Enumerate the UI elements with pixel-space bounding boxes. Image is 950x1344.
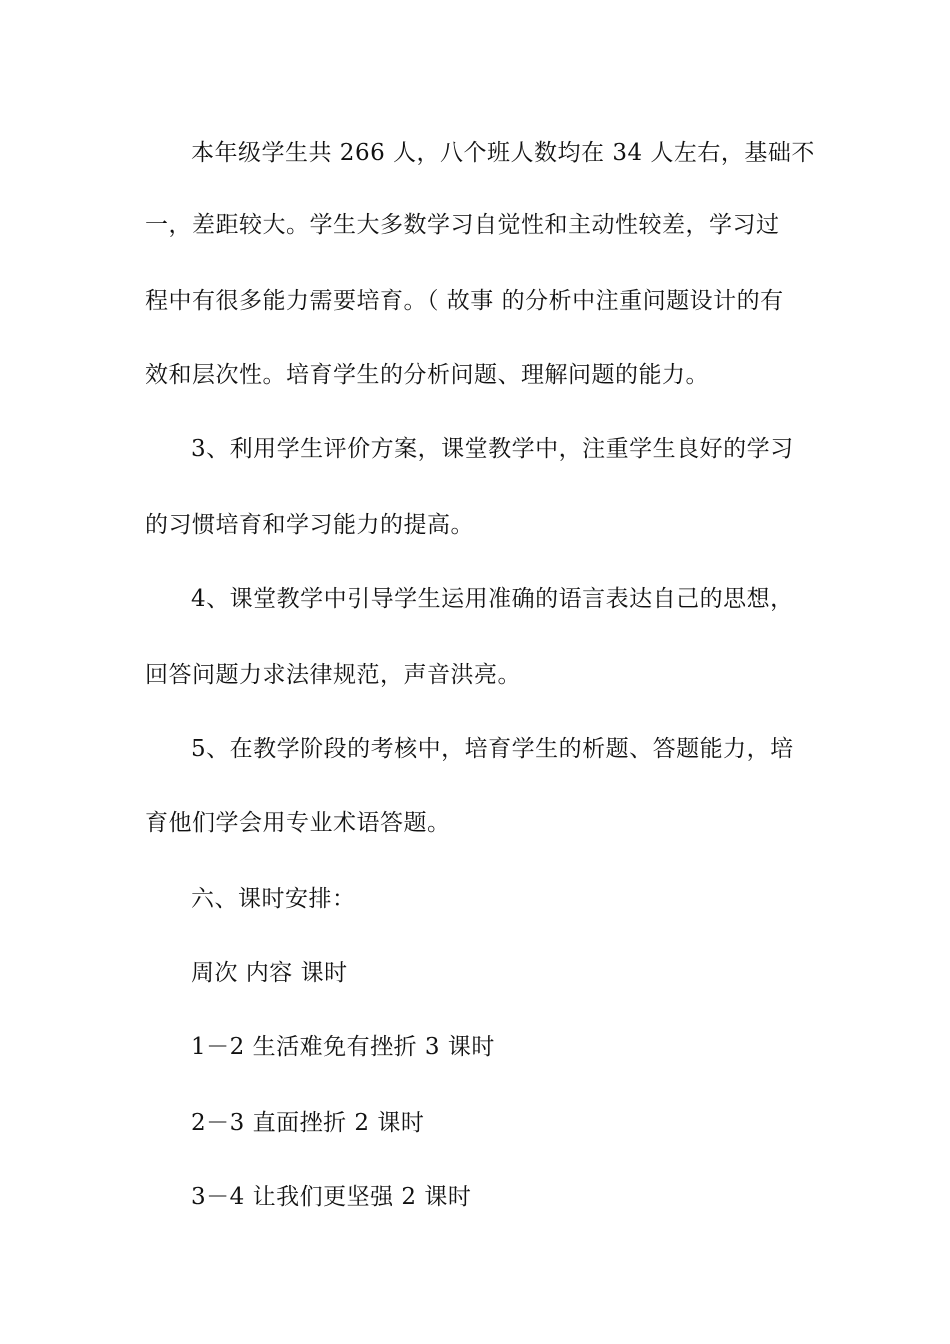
paragraph-line-8: 回答问题力求法律规范，声音洪亮。 [145, 662, 521, 688]
paragraph-line-4: 效和层次性。培育学生的分析问题、理解问题的能力。 [145, 362, 709, 388]
paragraph-line-2: 一，差距较大。学生大多数学习自觉性和主动性较差，学习过 [145, 212, 780, 238]
paragraph-line-10: 育他们学会用专业术语答题。 [145, 810, 451, 836]
paragraph-line-5: 3、利用学生评价方案，课堂教学中，注重学生良好的学习 [191, 436, 794, 462]
paragraph-line-7: 4、课堂教学中引导学生运用准确的语言表达自己的思想， [191, 586, 794, 612]
schedule-row-2: 2－3 直面挫折 2 课时 [191, 1110, 425, 1136]
section-heading: 六、课时安排： [191, 886, 356, 912]
paragraph-line-1: 本年级学生共 266 人，八个班人数均在 34 人左右，基础不 [191, 140, 815, 166]
paragraph-line-3: 程中有很多能力需要培育。（ 故事 的分析中注重问题设计的有 [145, 288, 784, 314]
paragraph-line-9: 5、在教学阶段的考核中，培育学生的析题、答题能力，培 [191, 736, 794, 762]
schedule-header: 周次 内容 课时 [191, 960, 348, 986]
schedule-row-1: 1－2 生活难免有挫折 3 课时 [191, 1034, 495, 1060]
schedule-row-3: 3－4 让我们更坚强 2 课时 [191, 1184, 472, 1210]
paragraph-line-6: 的习惯培育和学习能力的提高。 [145, 512, 474, 538]
